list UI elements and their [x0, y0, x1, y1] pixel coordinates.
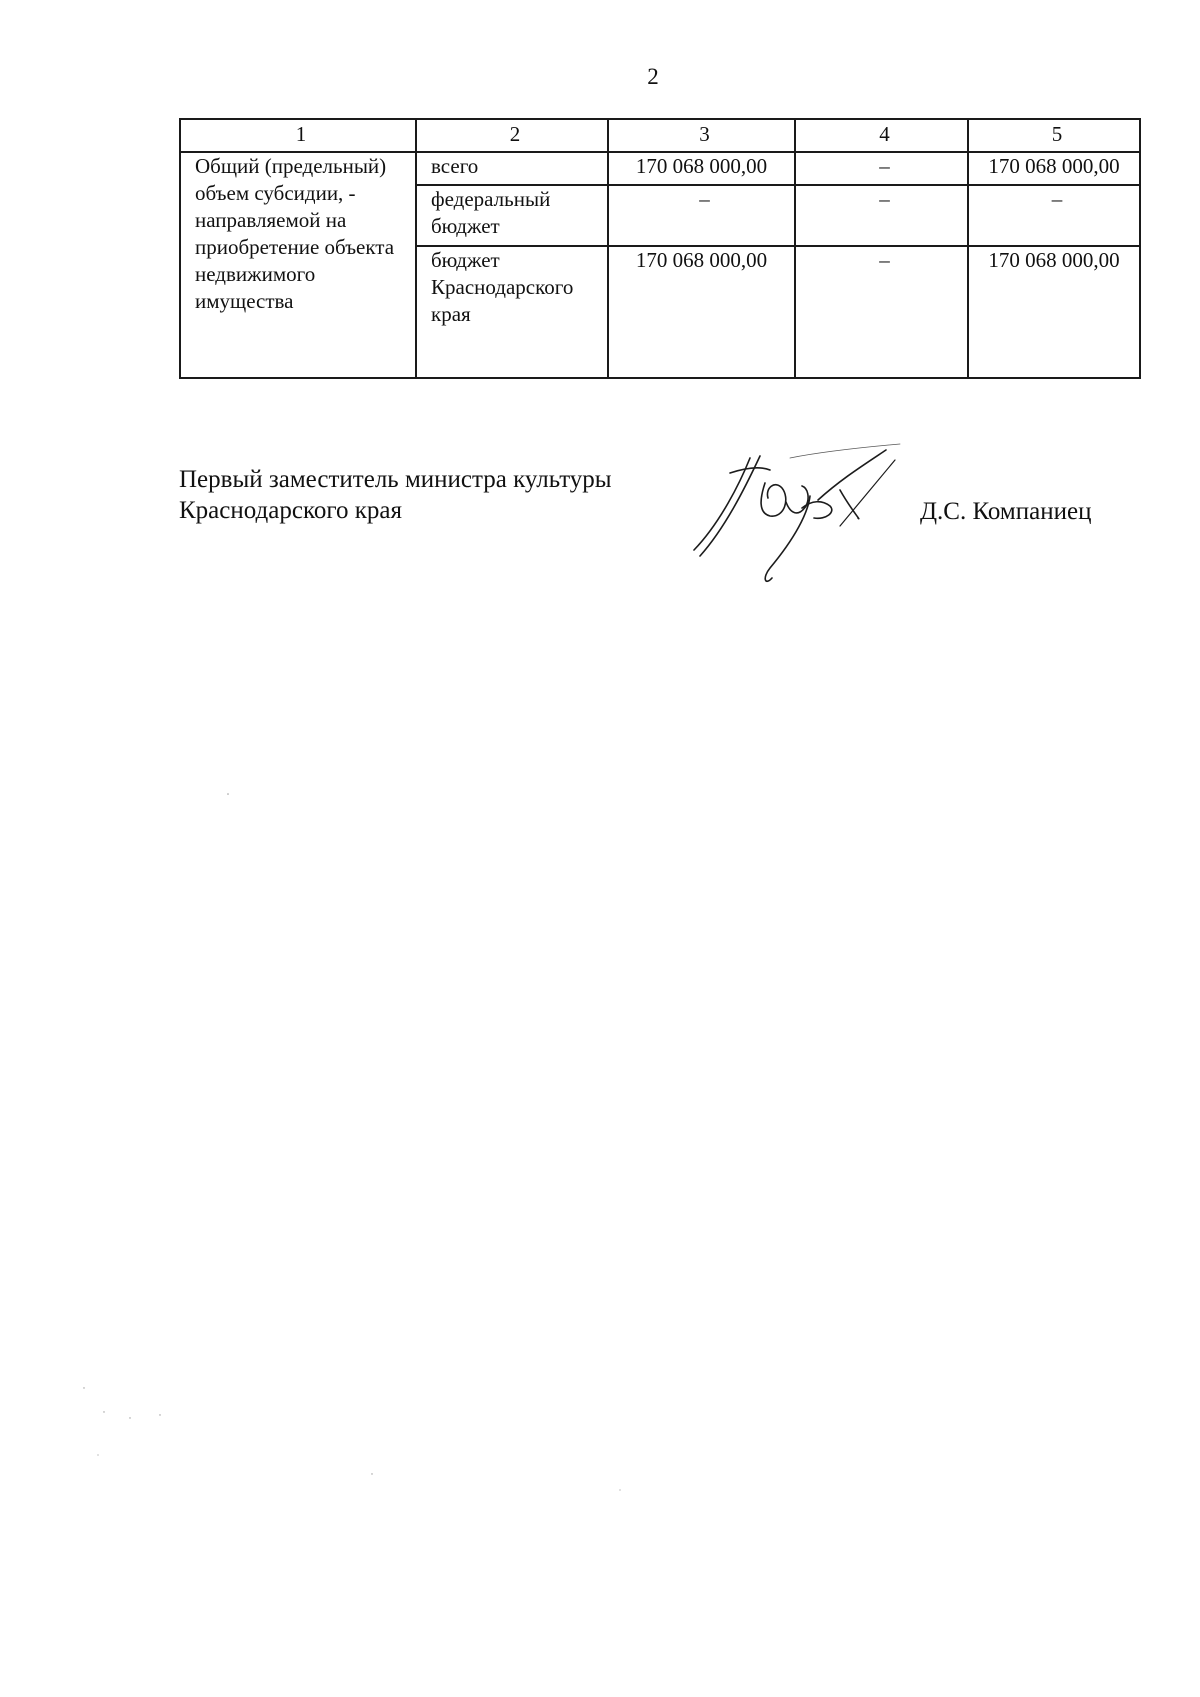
- amount-col3-cell: 170 068 000,00: [608, 246, 795, 378]
- amount-col5-cell: 170 068 000,00: [968, 152, 1140, 185]
- amount-col4-cell: –: [795, 185, 968, 246]
- signatory-name: Д.С. Компаниец: [920, 498, 1092, 525]
- column-header-2: 2: [416, 119, 608, 152]
- funding-source-cell: бюджет Краснодарского края: [416, 246, 608, 378]
- column-header-3: 3: [608, 119, 795, 152]
- amount-col5-cell: –: [968, 185, 1140, 246]
- handwritten-signature: [690, 438, 930, 588]
- subsidy-description-cell: Общий (предельный) объем субсидии, - направляемой на приобретение объекта недвижимого имущества: [180, 152, 416, 378]
- amount-col5-cell: 170 068 000,00: [968, 246, 1140, 378]
- amount-col4-cell: –: [795, 152, 968, 185]
- column-header-5: 5: [968, 119, 1140, 152]
- column-header-4: 4: [795, 119, 968, 152]
- amount-col4-cell: –: [795, 246, 968, 378]
- funding-source-cell: федеральный бюджет: [416, 185, 608, 246]
- amount-col3-cell: –: [608, 185, 795, 246]
- table-row-total: [180, 152, 1140, 185]
- funding-source-cell: всего: [416, 152, 608, 185]
- column-header-1: 1: [180, 119, 416, 152]
- signatory-position: [179, 464, 612, 526]
- signatory-position-line1: Первый заместитель министра культуры: [179, 466, 612, 493]
- amount-col3-cell: 170 068 000,00: [608, 152, 795, 185]
- table-header-row: [180, 119, 1140, 152]
- funding-table: [179, 118, 1141, 379]
- page-number: 2: [647, 64, 659, 89]
- signatory-position-line2: Краснодарского края: [179, 497, 402, 524]
